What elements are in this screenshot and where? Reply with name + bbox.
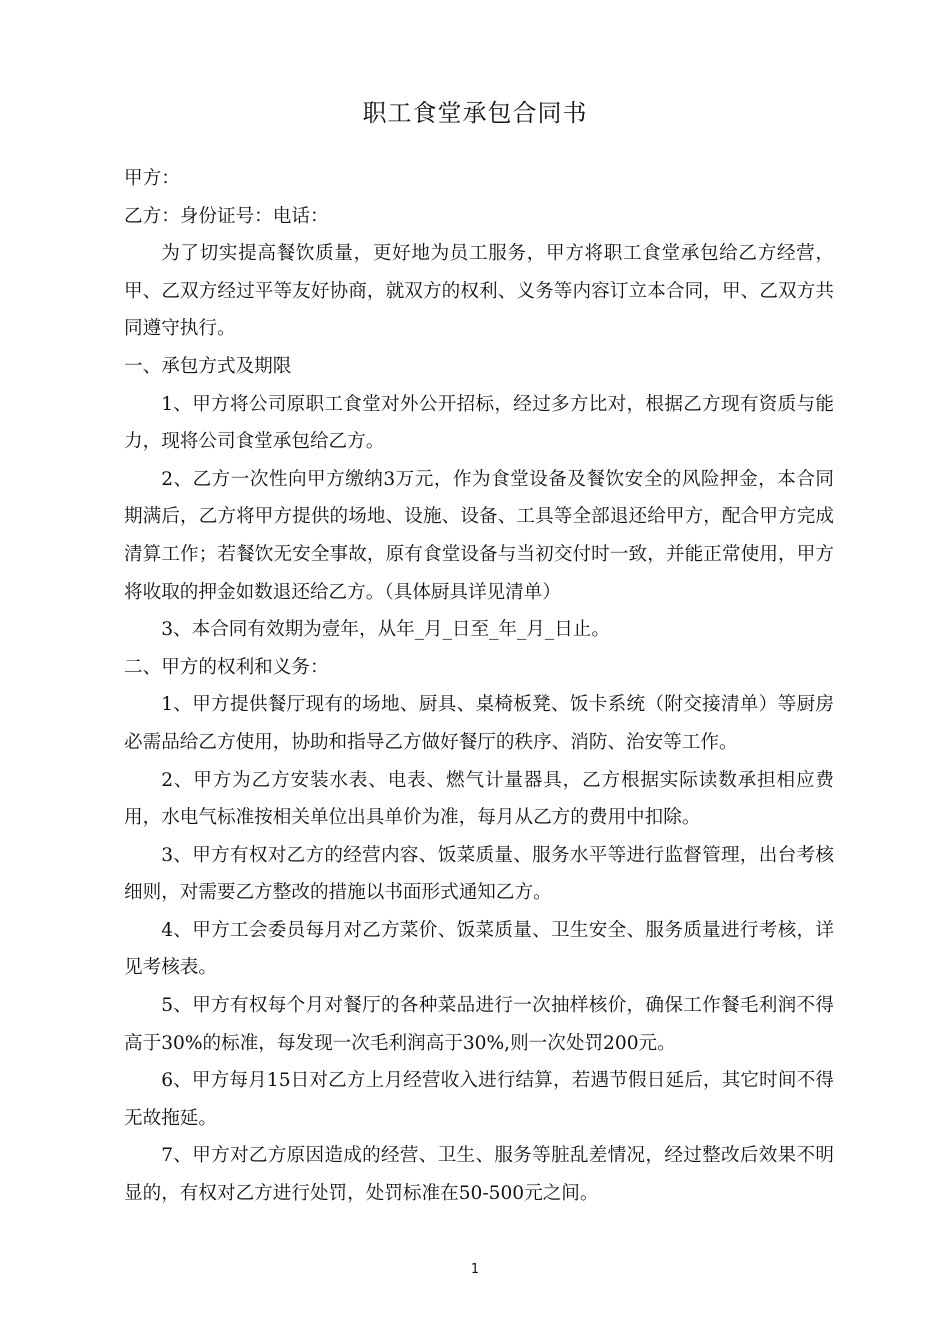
section-1-item-3: 3、本合同有效期为壹年，从年_月_日至_年_月_日止。 [161,619,610,641]
section-2-item-7: 7、甲方对乙方原因造成的经营、卫生、服务等脏乱差情况，经过整改后效果不明显的，有权对乙方进行处罚，处罚标准在50-500元之间。 [124,1145,834,1205]
document-title: 职工食堂承包合同书 [362,99,588,127]
section-2-heading: 二、甲方的权利和义务： [124,656,329,678]
section-2-item-5: 5、甲方有权每个月对餐厅的各种菜品进行一次抽样核价，确保工作餐毛利润不得高于30%的标准，每发现一次毛利润高于30%,则一次处罚200元。 [124,995,834,1054]
party-b-line: 乙方：身份证号：电话： [124,205,329,227]
page-number: 1 [470,1262,480,1277]
section-2-item-2: 2、甲方为乙方安装水表、电表、燃气计量器具，乙方根据实际读数承担相应费用，水电气标准按相关单位出具单价为准，每月从乙方的费用中扣除。 [124,769,834,829]
section-1-heading: 一、承包方式及期限 [124,355,292,377]
document-body [124,160,834,1213]
section-2-item-1: 1、甲方提供餐厅现有的场地、厨具、桌椅板凳、饭卡系统（附交接清单）等厨房必需品给乙方使用，协助和指导乙方做好餐厅的秩序、消防、治安等工作。 [124,694,834,753]
section-2-item-6: 6、甲方每月15日对乙方上月经营收入进行结算，若遇节假日延后，其它时间不得无故拖延。 [124,1070,834,1129]
section-2-item-4: 4、甲方工会委员每月对乙方菜价、饭菜质量、卫生安全、服务质量进行考核，详见考核表。 [124,919,834,979]
intro-paragraph: 为了切实提高餐饮质量，更好地为员工服务，甲方将职工食堂承包给乙方经营，甲、乙双方经过平等友好协商，就双方的权利、义务等内容订立本合同，甲、乙双方共同遵守执行。 [124,243,834,340]
section-1-item-2: 2、乙方一次性向甲方缴纳3万元，作为食堂设备及餐饮安全的风险押金，本合同期满后，乙方将甲方提供的场地、设施、设备、工具等全部退还给甲方，配合甲方完成清算工作；若餐饮无安全事故，原有食堂设备与当初交付时一致，并能正常使用，甲方将收取的押金如数退还给乙方。（具体厨具详见清单） [124,468,834,603]
section-2-item-3: 3、甲方有权对乙方的经营内容、饭菜质量、服务水平等进行监督管理，出台考核细则，对需要乙方整改的措施以书面形式通知乙方。 [124,844,834,904]
section-1-item-1: 1、甲方将公司原职工食堂对外公开招标，经过多方比对，根据乙方现有资质与能力，现将公司食堂承包给乙方。 [124,393,834,453]
party-a-line: 甲方： [124,168,180,189]
